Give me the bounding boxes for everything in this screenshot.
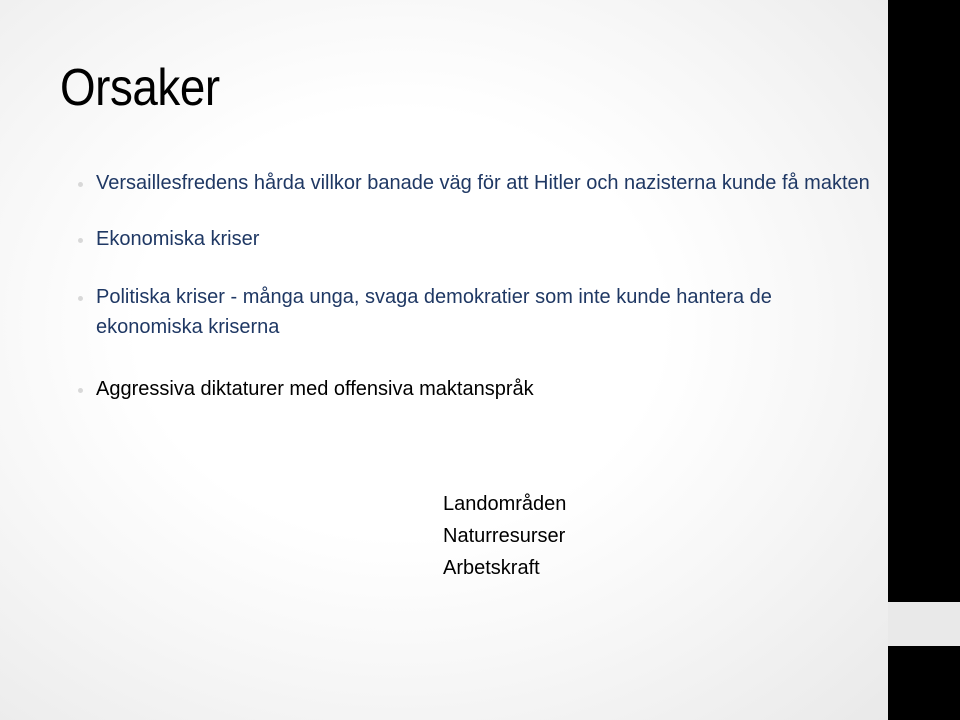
bullet-text: Ekonomiska kriser	[96, 228, 260, 250]
bullet-text: Versaillesfredens hårda villkor banade väg för att Hitler och nazisterna kunde få makten	[96, 172, 870, 194]
sub-list	[443, 488, 566, 584]
slide-title: Orsaker	[60, 59, 220, 117]
sub-item-labour: Arbetskraft	[443, 557, 540, 579]
bullet-dot-icon	[78, 296, 83, 301]
bullet-item-economic-crises	[78, 224, 878, 254]
bullet-dot-icon	[78, 388, 83, 393]
bullet-dot-icon	[78, 182, 83, 187]
bullet-dot-icon	[78, 238, 83, 243]
side-bar-bottom	[888, 646, 960, 720]
side-bar-gap	[888, 602, 960, 646]
sub-item-natural-resources: Naturresurser	[443, 525, 566, 547]
bullet-item-versailles	[78, 168, 878, 198]
side-bar-top	[888, 0, 960, 602]
bullet-item-aggressive-dictatorships	[78, 374, 878, 404]
bullet-text: Politiska kriser - många unga, svaga demokratier som inte kunde hantera de ekonomiska kriserna	[96, 286, 772, 338]
bullet-list	[78, 168, 878, 404]
bullet-text: Aggressiva diktaturer med offensiva maktanspråk	[96, 378, 534, 400]
sub-item-land: Landområden	[443, 493, 567, 515]
bullet-item-political-crises	[78, 282, 878, 342]
